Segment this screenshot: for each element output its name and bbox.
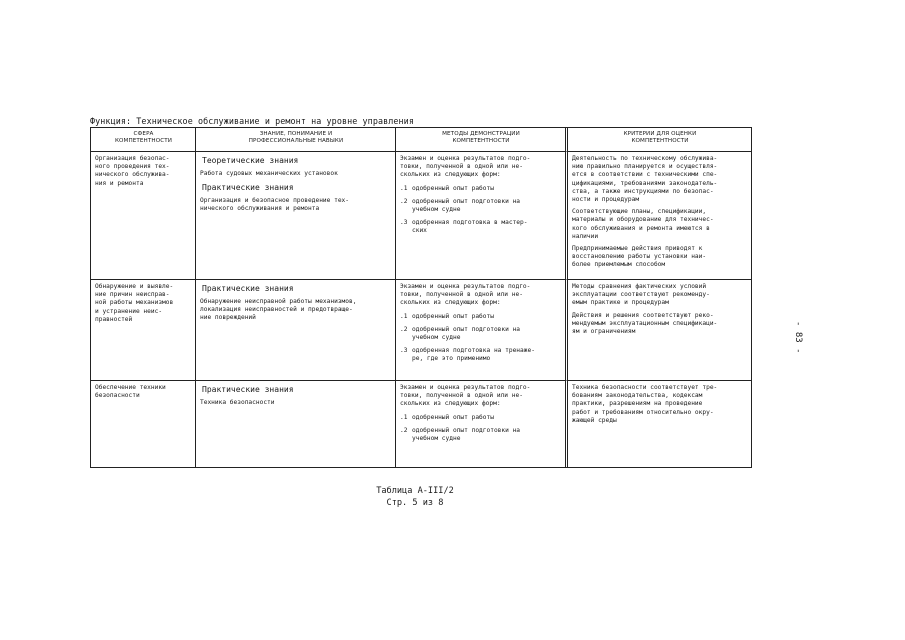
row2-criteria-1: Методы сравнения фактических условий эксплуатации соответствуют рекоменду- емым практике и процедурам [572,283,710,307]
list-item: .3 одобренная подготовка на тренаже- ре, где это применимо [400,347,535,363]
competence-table [90,127,752,468]
header-criteria: КРИТЕРИИ ДЛЯ ОЦЕНКИ КОМПЕТЕНТНОСТИ [568,128,751,152]
list-item: .2 одобренный опыт подготовки на учебном судне [400,197,521,214]
page-number: - 83 - [793,321,803,354]
row2-methods-intro: Экзамен и оценка результатов подго- товки, полученной в одной или не- скольких из следующих форм: [400,283,531,307]
row1-criteria-3: Предпринимаемые действия приводят к восстановлению работы установки наи- более приемлемым способом [572,245,707,269]
row1-criteria [568,152,751,280]
row1-knowledge-heading-1: Теоретические знания [202,156,299,165]
row1-knowledge-text-2: Организация и безопасное проведение тех- нического обслуживания и ремонта [200,197,350,213]
header-knowledge: ЗНАНИЕ, ПОНИМАНИЕ И ПРОФЕССИОНАЛЬНЫЕ НАВЫКИ [196,128,396,152]
table-caption: Таблица А-III/2 [376,486,454,496]
row1-knowledge [196,152,396,280]
row3-sphere: Обеспечение техники безопасности [91,381,196,467]
row2-criteria-2: Действия и решения соответствуют реко- мендуемым эксплуатационным спецификаци- ям и ограничениям [572,311,718,336]
row3-criteria-1: Техника безопасности соответствует тре- бованиям законодательства, кодексам практики, разрешениям на проведение работ и требованиям относительно окру- жающей среды [572,384,718,424]
row2-criteria [568,280,751,381]
list-item: .3 одобренная подготовка в мастер- ских [400,219,528,235]
list-item: .1 одобренный опыт работы [400,312,494,320]
row2-sphere: Обнаружение и выявле- ние причин неисправ- ной работы механизмов и устранение неис- правностей [91,280,196,381]
page-of-caption: Стр. 5 из 8 [386,498,444,508]
function-title: Функция: Техническое обслуживание и ремонт на уровне управления [90,116,414,126]
row1-methods [396,152,568,280]
row3-criteria [568,381,751,467]
row2-methods [396,280,568,381]
row3-methods [396,381,568,467]
row1-sphere: Организация безопас- ного проведения тех- нического обслужива- ния и ремонта [91,152,196,280]
row3-methods-intro: Экзамен и оценка результатов подго- товки, полученной в одной или не- скольких из следующих форм: [400,384,531,408]
row3-knowledge-text-1: Техника безопасности [200,399,275,406]
list-item: .1 одобренный опыт работы [400,184,494,192]
row1-methods-intro: Экзамен и оценка результатов подго- товки, полученной в одной или не- скольких из следующих форм: [400,155,531,179]
row1-knowledge-heading-2: Практические знания [202,183,294,193]
row3-knowledge [196,381,396,467]
list-item: .1 одобренный опыт работы [400,413,494,421]
row1-criteria-1: Деятельность по техническому обслужива- нию правильно планируется и осуществля- ется в соответствии с техническими спе- цификациями, требованиями законодатель- ства, а также инструкциями по безопас- ности и процедурам [572,155,718,204]
header-methods: МЕТОДЫ ДЕМОНСТРАЦИИ КОМПЕТЕНТНОСТИ [396,128,568,152]
row1-knowledge-text-1: Работа судовых механических установок [200,170,338,177]
row2-knowledge-text-1: Обнаружение неисправной работы механизмов, локализация неисправностей и предотвраще- ние повреждений [200,298,357,322]
header-sphere: СФЕРА КОМПЕТЕНТНОСТИ [91,128,196,152]
list-item: .2 одобренный опыт подготовки на учебном судне [400,426,521,443]
row2-knowledge [196,280,396,381]
row1-criteria-2: Соответствующие планы, спецификации, материалы и оборудование для техничес- кого обслуживания и ремонта имеются в наличии [572,208,714,240]
row3-knowledge-heading-1: Практические знания [202,385,294,394]
row2-knowledge-heading-1: Практические знания [202,284,294,293]
list-item: .2 одобренный опыт подготовки на учебном судне [400,325,521,342]
